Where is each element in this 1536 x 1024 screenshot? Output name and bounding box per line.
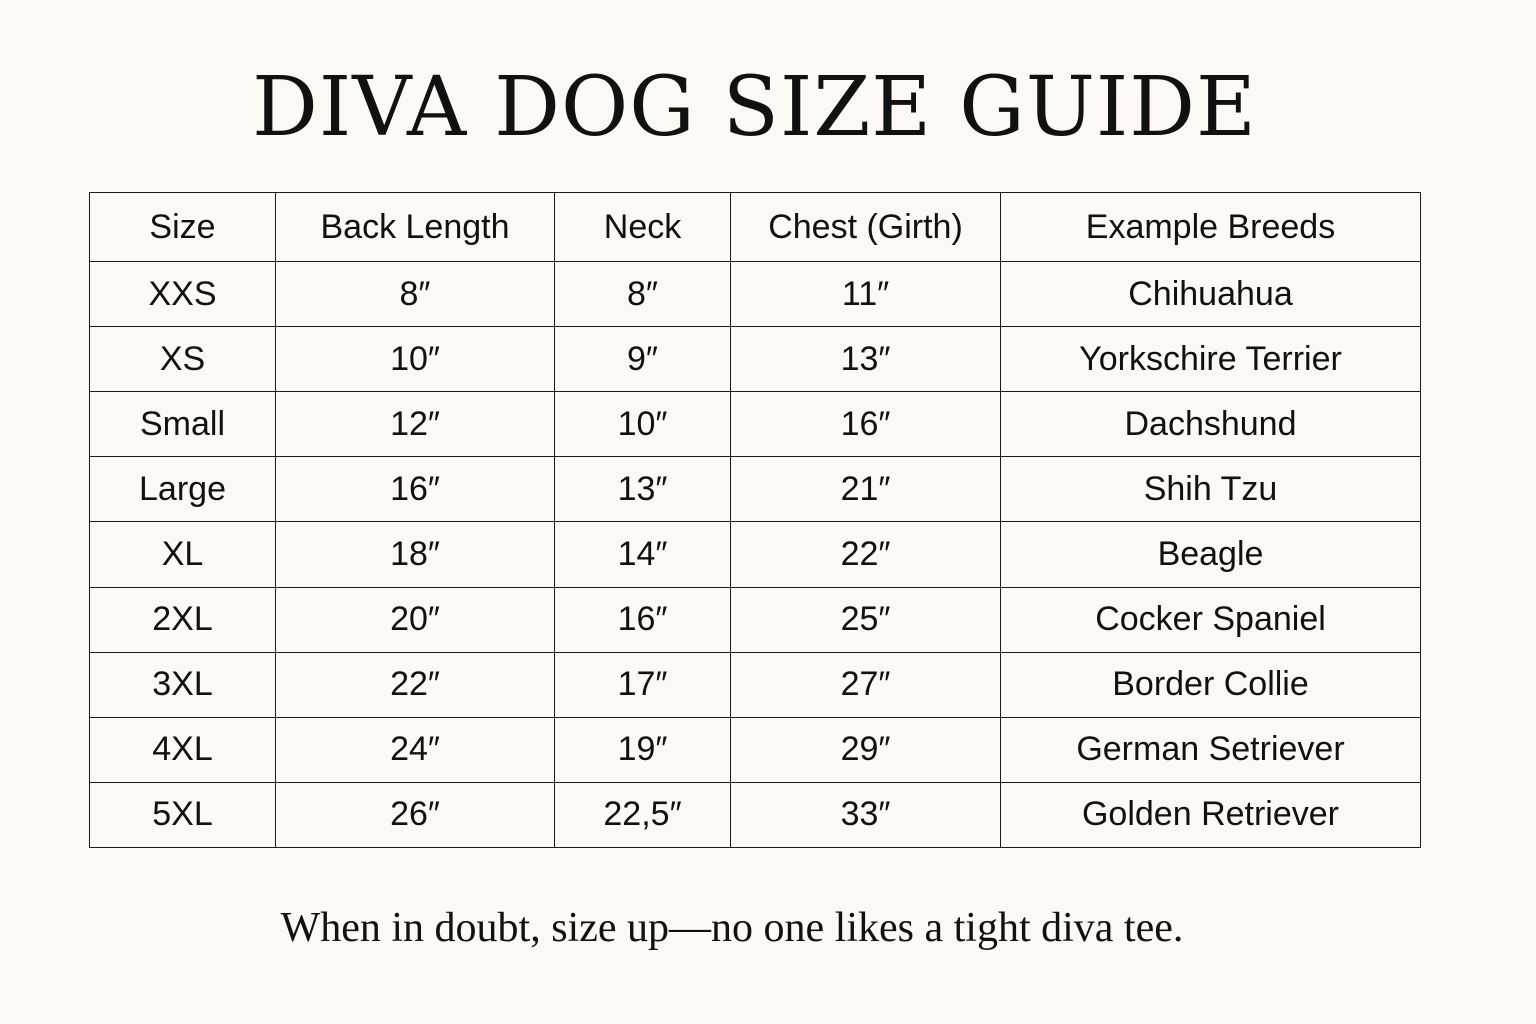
cell-chest: 21″	[731, 457, 1001, 522]
cell-back-length: 18″	[276, 522, 555, 587]
cell-back-length: 22″	[276, 652, 555, 717]
cell-chest: 11″	[731, 262, 1001, 327]
cell-chest: 27″	[731, 652, 1001, 717]
cell-back-length: 20″	[276, 587, 555, 652]
cell-chest: 16″	[731, 392, 1001, 457]
cell-breed: Cocker Spaniel	[1001, 587, 1421, 652]
cell-back-length: 10″	[276, 327, 555, 392]
header-chest-girth: Chest (Girth)	[731, 193, 1001, 262]
cell-neck: 22,5″	[555, 782, 731, 847]
header-back-length: Back Length	[276, 193, 555, 262]
cell-neck: 17″	[555, 652, 731, 717]
cell-neck: 8″	[555, 262, 731, 327]
cell-chest: 29″	[731, 717, 1001, 782]
table-row	[90, 262, 1421, 327]
table-row	[90, 327, 1421, 392]
table-row	[90, 587, 1421, 652]
cell-back-length: 26″	[276, 782, 555, 847]
cell-size: XXS	[90, 262, 276, 327]
cell-neck: 13″	[555, 457, 731, 522]
cell-size: XL	[90, 522, 276, 587]
cell-breed: Chihuahua	[1001, 262, 1421, 327]
cell-chest: 13″	[731, 327, 1001, 392]
size-table	[89, 192, 1421, 848]
cell-chest: 25″	[731, 587, 1001, 652]
table-header-row	[90, 193, 1421, 262]
cell-breed: Dachshund	[1001, 392, 1421, 457]
table-row	[90, 457, 1421, 522]
cell-size: 3XL	[90, 652, 276, 717]
header-neck: Neck	[555, 193, 731, 262]
cell-chest: 33″	[731, 782, 1001, 847]
cell-back-length: 24″	[276, 717, 555, 782]
header-example-breeds: Example Breeds	[1001, 193, 1421, 262]
cell-back-length: 12″	[276, 392, 555, 457]
table-row	[90, 392, 1421, 457]
cell-size: XS	[90, 327, 276, 392]
cell-breed: German Setriever	[1001, 717, 1421, 782]
table-row	[90, 782, 1421, 847]
cell-breed: Beagle	[1001, 522, 1421, 587]
cell-neck: 14″	[555, 522, 731, 587]
cell-breed: Shih Tzu	[1001, 457, 1421, 522]
header-size: Size	[90, 193, 276, 262]
cell-neck: 19″	[555, 717, 731, 782]
cell-size: 5XL	[90, 782, 276, 847]
cell-size: 2XL	[90, 587, 276, 652]
cell-neck: 10″	[555, 392, 731, 457]
table-row	[90, 652, 1421, 717]
cell-neck: 16″	[555, 587, 731, 652]
footnote: When in doubt, size up—no one likes a tight diva tee.	[280, 905, 1184, 951]
cell-breed: Yorkschire Terrier	[1001, 327, 1421, 392]
table-row	[90, 717, 1421, 782]
cell-size: 4XL	[90, 717, 276, 782]
cell-back-length: 8″	[276, 262, 555, 327]
page-title: DIVA DOG SIZE GUIDE	[252, 60, 1257, 155]
cell-back-length: 16″	[276, 457, 555, 522]
cell-size: Large	[90, 457, 276, 522]
cell-breed: Golden Retriever	[1001, 782, 1421, 847]
cell-breed: Border Collie	[1001, 652, 1421, 717]
cell-chest: 22″	[731, 522, 1001, 587]
table-row	[90, 522, 1421, 587]
cell-size: Small	[90, 392, 276, 457]
cell-neck: 9″	[555, 327, 731, 392]
